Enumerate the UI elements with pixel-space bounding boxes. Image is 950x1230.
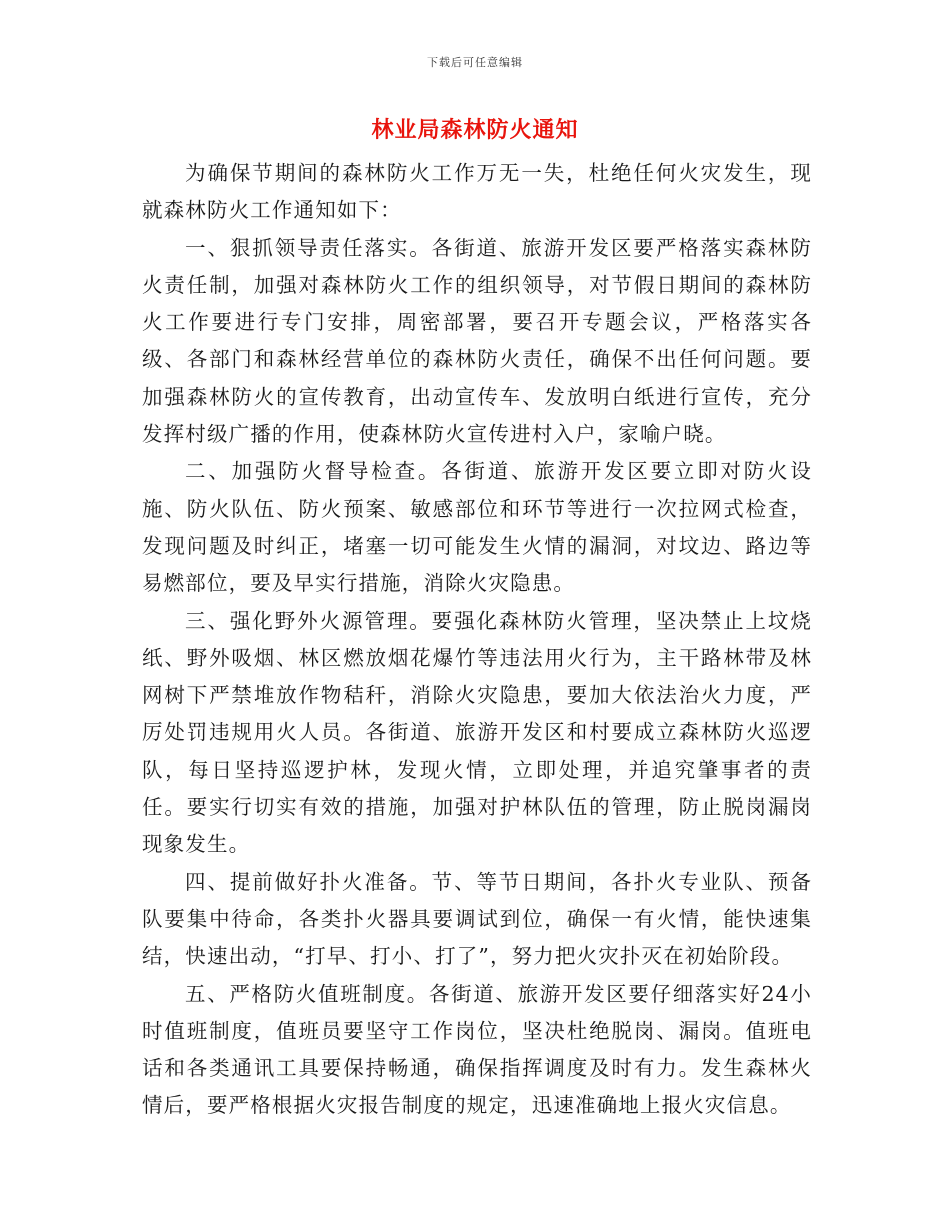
header-note: 下载后可任意编辑 bbox=[427, 56, 523, 69]
document-title: 林业局森林防火通知 bbox=[371, 118, 579, 143]
paragraph-5: 五、严格防火值班制度。各街道、旅游开发区要仔细落实好24小时值班制度，值班员要坚守工作岗位，坚决杜绝脱岗、漏岗。值班电话和各类通讯工具要保持畅通，确保指挥调度及时有力。发生森林火情后，要严格根据火灾报告制度的规定，迅速准确地上报火灾信息。 bbox=[142, 981, 812, 1118]
paragraph-1: 一、狠抓领导责任落实。各街道、旅游开发区要严格落实森林防火责任制，加强对森林防火工作的组织领导，对节假日期间的森林防火工作要进行专门安排，周密部署，要召开专题会议，严格落实各级、各部门和森林经营单位的森林防火责任，确保不出任何问题。要加强森林防火的宣传教育，出动宣传车、发放明白纸进行宣传，充分发挥村级广播的作用，使森林防火宣传进村入户，家喻户晓。 bbox=[142, 235, 812, 447]
paragraph-3: 三、强化野外火源管理。要强化森林防火管理，坚决禁止上坟烧纸、野外吸烟、林区燃放烟花爆竹等违法用火行为，主干路林带及林网树下严禁堆放作物秸秆，消除火灾隐患，要加大依法治火力度，严厉处罚违规用火人员。各街道、旅游开发区和村要成立森林防火巡逻队，每日坚持巡逻护林，发现火情，立即处理，并追究肇事者的责任。要实行切实有效的措施，加强对护林队伍的管理，防止脱岗漏岗现象发生。 bbox=[142, 608, 812, 857]
paragraph-4: 四、提前做好扑火准备。节、等节日期间，各扑火专业队、预备队要集中待命，各类扑火器具要调试到位，确保一有火情，能快速集结，快速出动，“打早、打小、打了”，努力把火灾扑灭在初始阶段。 bbox=[142, 869, 812, 969]
document-body bbox=[142, 155, 812, 1125]
paragraph-intro: 为确保节期间的森林防火工作万无一失，杜绝任何火灾发生，现就森林防火工作通知如下： bbox=[142, 161, 812, 223]
paragraph-2: 二、加强防火督导检查。各街道、旅游开发区要立即对防火设施、防火队伍、防火预案、敏感部位和环节等进行一次拉网式检查，发现问题及时纠正，堵塞一切可能发生火情的漏洞，对坟边、路边等易燃部位，要及早实行措施，消除火灾隐患。 bbox=[142, 459, 812, 596]
